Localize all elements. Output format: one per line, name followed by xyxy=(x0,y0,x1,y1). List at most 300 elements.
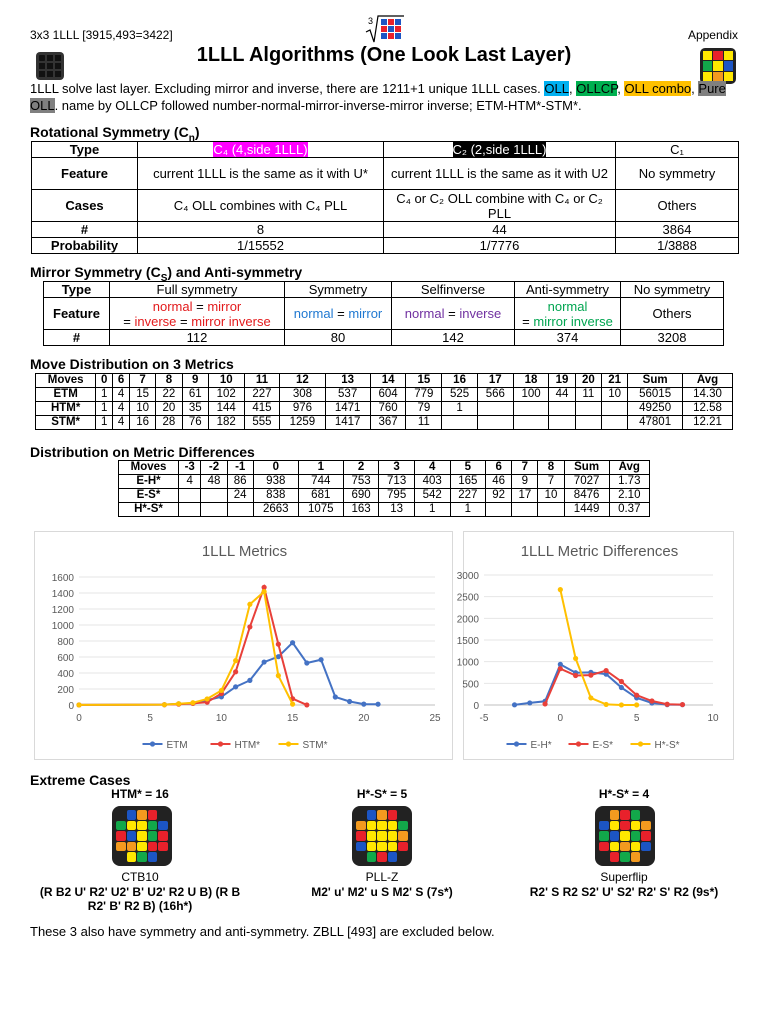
sticker xyxy=(377,842,387,852)
selfinverse-count: 142 xyxy=(392,330,515,346)
sticker xyxy=(388,821,398,831)
table-cell: 838 xyxy=(253,489,298,503)
table-cell xyxy=(179,489,201,503)
case1-algorithm xyxy=(20,885,260,913)
pure-oll-tag: Pure OLL xyxy=(30,81,726,113)
moves-header-cell: 11 xyxy=(244,374,280,388)
sticker xyxy=(398,842,408,852)
metric-diff-heading: Distribution on Metric Differences xyxy=(30,444,255,460)
sticker xyxy=(148,821,158,831)
table-cell: 1417 xyxy=(325,416,370,430)
table-cell: 12.58 xyxy=(682,402,732,416)
data-point xyxy=(558,587,563,592)
table-row xyxy=(119,503,650,517)
legend-marker xyxy=(576,741,581,746)
moves-header-cell: 10 xyxy=(208,374,244,388)
sticker xyxy=(610,821,620,831)
diff-header-cell: -1 xyxy=(227,461,253,475)
legend-label: ETM xyxy=(166,740,188,751)
rot-count-c4: 8 xyxy=(138,222,384,238)
table-cell: 165 xyxy=(450,475,486,489)
table-cell: 182 xyxy=(208,416,244,430)
data-point xyxy=(375,702,380,707)
table-cell: 10 xyxy=(129,402,155,416)
case3-name: Superflip xyxy=(600,870,648,884)
table-cell xyxy=(512,503,538,517)
x-tick-label: 0 xyxy=(76,713,82,724)
selfinverse-feature xyxy=(392,298,515,330)
case1-metric: HTM* = 16 xyxy=(111,787,169,801)
intro-text-2: . name by OLLCP followed number-normal-mirror-inverse-mirror inverse; ETM-HTM*-STM*. xyxy=(54,98,582,113)
data-point xyxy=(247,678,252,683)
table-cell xyxy=(602,416,628,430)
legend-marker xyxy=(286,741,291,746)
equals: = xyxy=(176,313,192,329)
sticker xyxy=(127,852,137,862)
sticker xyxy=(388,842,398,852)
data-point xyxy=(176,701,181,706)
mirror-inverse-text: mirror inverse xyxy=(533,313,613,329)
table-cell: 227 xyxy=(450,489,486,503)
equals: = xyxy=(333,306,349,321)
sticker xyxy=(137,821,147,831)
rot-prob-c1: 1/3888 xyxy=(616,238,739,254)
table-cell: 16 xyxy=(129,416,155,430)
data-point xyxy=(619,685,624,690)
equals: = xyxy=(522,313,534,329)
moves-header-cell: 18 xyxy=(513,374,549,388)
sticker xyxy=(398,831,408,841)
row-label: E-S* xyxy=(119,489,179,503)
sticker xyxy=(377,821,387,831)
sticker xyxy=(116,810,126,820)
data-point xyxy=(680,702,685,707)
mirror-heading-end: ) and Anti-symmetry xyxy=(167,264,303,280)
sticker xyxy=(127,821,137,831)
table-cell: 61 xyxy=(182,388,208,402)
no-symmetry-count: 3208 xyxy=(621,330,724,346)
sticker xyxy=(641,831,651,841)
diff-header-cell: 6 xyxy=(486,461,512,475)
series-line xyxy=(545,669,682,705)
table-cell: 1075 xyxy=(298,503,343,517)
rot-feature-label: Feature xyxy=(32,158,138,190)
table-cell: 44 xyxy=(549,388,575,402)
data-point xyxy=(604,668,609,673)
table-cell: 566 xyxy=(477,388,513,402)
y-tick-label: 500 xyxy=(462,679,479,691)
table-cell: 681 xyxy=(298,489,343,503)
mirror-table xyxy=(43,281,724,346)
table-cell: 4 xyxy=(113,416,130,430)
diff-header-cell: Avg xyxy=(609,461,649,475)
inverse-text: inverse xyxy=(459,306,502,321)
move-distribution-heading: Move Distribution on 3 Metrics xyxy=(30,356,234,372)
moves-header-cell: 15 xyxy=(406,374,442,388)
symmetry-count: 80 xyxy=(285,330,392,346)
data-point xyxy=(573,656,578,661)
case3-metric: H*-S* = 4 xyxy=(598,787,650,801)
y-tick-label: 2500 xyxy=(456,592,479,604)
chart-title: 1LLL Metrics xyxy=(201,543,288,560)
sticker xyxy=(356,831,366,841)
table-cell xyxy=(477,416,513,430)
table-cell: 92 xyxy=(486,489,512,503)
table-cell: 779 xyxy=(406,388,442,402)
appendix-link[interactable]: Appendix xyxy=(687,28,738,42)
x-tick-label: 5 xyxy=(633,713,640,724)
rot-count-c1: 3864 xyxy=(616,222,739,238)
table-cell xyxy=(513,416,549,430)
moves-header-cell: 20 xyxy=(575,374,601,388)
table-cell: 0.37 xyxy=(609,503,649,517)
oll-combo-tag: OLL combo xyxy=(624,81,692,96)
sticker xyxy=(367,821,377,831)
table-row xyxy=(36,416,733,430)
sticker xyxy=(137,852,147,862)
table-cell: 744 xyxy=(298,475,343,489)
selfinverse-header: Selfinverse xyxy=(392,282,515,298)
table-cell: 7 xyxy=(538,475,564,489)
table-cell: 537 xyxy=(325,388,370,402)
table-cell xyxy=(486,503,512,517)
sticker xyxy=(388,831,398,841)
y-tick-label: 0 xyxy=(473,701,479,712)
table-cell: 2663 xyxy=(253,503,298,517)
x-tick-label: 0 xyxy=(557,713,564,724)
table-row xyxy=(36,402,733,416)
intro-sep: , xyxy=(617,81,625,96)
sticker xyxy=(367,852,377,862)
data-point xyxy=(247,624,252,629)
data-point xyxy=(205,696,210,701)
sticker xyxy=(148,842,158,852)
data-point xyxy=(558,666,563,671)
sticker xyxy=(641,821,651,831)
diff-header-cell: -2 xyxy=(201,461,227,475)
table-row xyxy=(119,475,650,489)
table-cell xyxy=(179,503,201,517)
sticker xyxy=(620,842,630,852)
case3-algorithm: R2' S R2 S2' U' S2' R2' S' R2 (9s*) xyxy=(529,885,719,899)
mirror-type-label: Type xyxy=(44,282,110,298)
row-label: E-H* xyxy=(119,475,179,489)
intro-sep: , xyxy=(691,81,699,96)
sticker xyxy=(599,821,609,831)
sticker xyxy=(356,842,366,852)
data-point xyxy=(233,658,238,663)
table-cell: 163 xyxy=(343,503,379,517)
diff-header-cell: Sum xyxy=(564,461,609,475)
table-cell: 13 xyxy=(379,503,415,517)
data-point xyxy=(527,700,532,705)
sticker xyxy=(148,831,158,841)
table-cell xyxy=(201,503,227,517)
metric-differences-chart xyxy=(456,531,734,760)
table-cell: 4 xyxy=(113,402,130,416)
table-cell: 12.21 xyxy=(682,416,732,430)
sticker xyxy=(377,831,387,841)
sticker xyxy=(610,842,620,852)
table-cell: 938 xyxy=(253,475,298,489)
data-point xyxy=(290,702,295,707)
mirror-inverse-text: mirror inverse xyxy=(191,313,271,329)
metrics-chart-svg xyxy=(35,532,454,761)
table-cell: 24 xyxy=(227,489,253,503)
ollcp-tag: OLLCP xyxy=(576,81,618,96)
intro-paragraph xyxy=(30,80,742,114)
y-tick-label: 1400 xyxy=(51,589,74,600)
table-cell: 227 xyxy=(244,388,280,402)
table-cell xyxy=(513,402,549,416)
full-symmetry-feature xyxy=(110,298,285,330)
table-cell: 22 xyxy=(156,388,182,402)
table-cell: 690 xyxy=(343,489,379,503)
x-tick-label: 25 xyxy=(429,713,441,724)
table-cell: 35 xyxy=(182,402,208,416)
data-point xyxy=(290,640,295,645)
y-tick-label: 1600 xyxy=(51,573,74,584)
data-point xyxy=(588,673,593,678)
diff-header-cell: 5 xyxy=(450,461,486,475)
table-cell: 1 xyxy=(442,402,478,416)
x-tick-label: -5 xyxy=(479,713,489,724)
sticker xyxy=(631,852,641,862)
equals: = xyxy=(444,306,460,321)
table-cell xyxy=(442,416,478,430)
oll-tag: OLL xyxy=(544,81,569,96)
table-cell xyxy=(477,402,513,416)
sticker xyxy=(631,821,641,831)
data-point xyxy=(665,702,670,707)
rotational-table xyxy=(31,141,739,254)
legend-label: HTM* xyxy=(234,740,261,751)
anti-symmetry-feature xyxy=(515,298,621,330)
sticker xyxy=(158,842,168,852)
moves-header-cell: 8 xyxy=(156,374,182,388)
moves-header-cell: Moves xyxy=(36,374,96,388)
row-label: STM* xyxy=(36,416,96,430)
x-tick-label: 10 xyxy=(707,713,719,724)
y-tick-label: 2000 xyxy=(456,614,479,626)
rot-prob-label: Probability xyxy=(32,238,138,254)
sticker xyxy=(620,852,630,862)
legend-marker xyxy=(514,741,519,746)
data-point xyxy=(512,702,517,707)
metric-diff-table xyxy=(118,460,650,517)
moves-header-cell: Sum xyxy=(628,374,683,388)
y-tick-label: 1200 xyxy=(51,605,74,616)
moves-header-cell: 0 xyxy=(96,374,113,388)
table-cell: 10 xyxy=(602,388,628,402)
case1-alg-line1: (R B2 U' R2' U2' B' U2' R2 U B) (R B xyxy=(39,885,241,899)
normal-text: normal xyxy=(547,298,588,314)
sticker xyxy=(641,852,651,862)
y-tick-label: 800 xyxy=(57,637,74,648)
table-cell: 415 xyxy=(244,402,280,416)
data-point xyxy=(219,688,224,693)
table-cell: 1 xyxy=(450,503,486,517)
rot-cases-label: Cases xyxy=(32,190,138,222)
data-point xyxy=(634,693,639,698)
sticker xyxy=(377,810,387,820)
data-point xyxy=(347,699,352,704)
y-tick-label: 1000 xyxy=(456,657,479,669)
superflip-cube-icon xyxy=(595,806,655,866)
table-cell: 367 xyxy=(370,416,406,430)
sticker xyxy=(610,831,620,841)
anti-symmetry-header: Anti-symmetry xyxy=(515,282,621,298)
series-line xyxy=(560,590,636,705)
sticker xyxy=(599,852,609,862)
table-cell: 48 xyxy=(201,475,227,489)
data-point xyxy=(276,673,281,678)
mirror-text: mirror xyxy=(207,298,242,314)
data-point xyxy=(304,702,309,707)
table-cell: 525 xyxy=(442,388,478,402)
legend-label: E-H* xyxy=(530,740,552,751)
y-tick-label: 3000 xyxy=(456,571,479,582)
sticker xyxy=(388,810,398,820)
table-cell: 11 xyxy=(575,388,601,402)
case2-metric: H*-S* = 5 xyxy=(356,787,408,801)
data-point xyxy=(190,700,195,705)
table-cell: 1 xyxy=(96,402,113,416)
table-cell: 604 xyxy=(370,388,406,402)
table-cell: 1449 xyxy=(564,503,609,517)
sticker xyxy=(398,821,408,831)
symmetry-feature xyxy=(285,298,392,330)
header-left: 3x3 1LLL [3915,493=3422] xyxy=(30,28,173,42)
moves-header-cell: Avg xyxy=(682,374,732,388)
rot-heading-sub: n xyxy=(188,132,195,144)
data-point xyxy=(233,684,238,689)
table-cell xyxy=(575,416,601,430)
sticker xyxy=(377,852,387,862)
sticker xyxy=(641,842,651,852)
row-label: HTM* xyxy=(36,402,96,416)
rot-cases-c4: C₄ OLL combines with C₄ PLL xyxy=(138,190,384,222)
diff-header-cell: 1 xyxy=(298,461,343,475)
rot-heading-text: Rotational Symmetry (C xyxy=(30,124,189,140)
table-cell: 11 xyxy=(406,416,442,430)
metrics-chart xyxy=(34,531,453,760)
sticker xyxy=(599,810,609,820)
moves-header-cell: 7 xyxy=(129,374,155,388)
rot-type-label: Type xyxy=(32,142,138,158)
sticker xyxy=(158,831,168,841)
table-cell: 14.30 xyxy=(682,388,732,402)
data-point xyxy=(233,669,238,674)
table-cell: 976 xyxy=(280,402,325,416)
table-cell: 4 xyxy=(113,388,130,402)
x-tick-label: 5 xyxy=(147,713,153,724)
metric-differences-chart-svg xyxy=(456,532,735,761)
extreme-cases-heading: Extreme Cases xyxy=(30,772,131,788)
rot-cases-c1: Others xyxy=(616,190,739,222)
diff-header-cell: -3 xyxy=(179,461,201,475)
c1-header: C₁ xyxy=(616,142,739,158)
diff-header-cell: 8 xyxy=(538,461,564,475)
intro-sep: , xyxy=(569,81,577,96)
no-symmetry-header: No symmetry xyxy=(621,282,724,298)
equals: = xyxy=(123,313,135,329)
diff-header-cell: 4 xyxy=(414,461,450,475)
table-cell: 555 xyxy=(244,416,280,430)
sticker xyxy=(631,831,641,841)
rot-feature-c2: current 1LLL is the same as it with U2 xyxy=(384,158,616,190)
table-cell: 795 xyxy=(379,489,415,503)
sticker xyxy=(127,810,137,820)
row-label: ETM xyxy=(36,388,96,402)
table-cell: 403 xyxy=(414,475,450,489)
table-cell: 2.10 xyxy=(609,489,649,503)
legend-marker xyxy=(638,741,643,746)
moves-header-cell: 16 xyxy=(442,374,478,388)
table-cell: 10 xyxy=(538,489,564,503)
y-tick-label: 200 xyxy=(57,685,74,696)
table-cell: 1259 xyxy=(280,416,325,430)
full-symmetry-header: Full symmetry xyxy=(110,282,285,298)
moves-header-cell: 17 xyxy=(477,374,513,388)
sticker xyxy=(599,831,609,841)
table-cell xyxy=(549,402,575,416)
data-point xyxy=(333,694,338,699)
c2-header: C₂ (2,side 1LLL) xyxy=(452,142,547,157)
data-point xyxy=(588,695,593,700)
sticker xyxy=(356,810,366,820)
data-point xyxy=(276,642,281,647)
normal-text: normal xyxy=(404,306,445,321)
move-distribution-table xyxy=(35,373,733,430)
legend-label: H*-S* xyxy=(654,740,680,751)
colored-cube-icon xyxy=(700,48,736,84)
x-tick-label: 20 xyxy=(358,713,370,724)
data-point xyxy=(619,702,624,707)
data-point xyxy=(304,660,309,665)
sticker xyxy=(137,810,147,820)
table-cell: 713 xyxy=(379,475,415,489)
footer-note: These 3 also have symmetry and anti-symmetry. ZBLL [493] are excluded below. xyxy=(30,924,495,939)
mirror-text: mirror xyxy=(348,306,383,321)
sticker xyxy=(137,831,147,841)
table-cell xyxy=(201,489,227,503)
legend-marker xyxy=(218,741,223,746)
table-cell xyxy=(538,503,564,517)
table-cell: 1.73 xyxy=(609,475,649,489)
sticker xyxy=(388,852,398,862)
table-cell xyxy=(575,402,601,416)
sticker xyxy=(367,842,377,852)
table-cell: 760 xyxy=(370,402,406,416)
table-cell xyxy=(227,503,253,517)
mirror-feature-label: Feature xyxy=(44,298,110,330)
page-title: 1LLL Algorithms (One Look Last Layer) xyxy=(196,44,572,66)
diff-header-cell: 2 xyxy=(343,461,379,475)
sticker xyxy=(620,831,630,841)
no-symmetry-feature: Others xyxy=(621,298,724,330)
intro-text-1: 1LLL solve last layer. Excluding mirror and inverse, there are 1211+1 unique 1LLL cases. xyxy=(30,81,545,96)
sticker xyxy=(158,852,168,862)
data-point xyxy=(76,702,81,707)
moves-header-cell: 9 xyxy=(182,374,208,388)
mirror-count-label: # xyxy=(44,330,110,346)
full-symmetry-count: 112 xyxy=(110,330,285,346)
case2-algorithm: M2' u' M2' u S M2' S (7s*) xyxy=(311,885,453,899)
x-tick-label: 10 xyxy=(215,713,227,724)
sticker xyxy=(610,852,620,862)
diff-header-cell: 3 xyxy=(379,461,415,475)
